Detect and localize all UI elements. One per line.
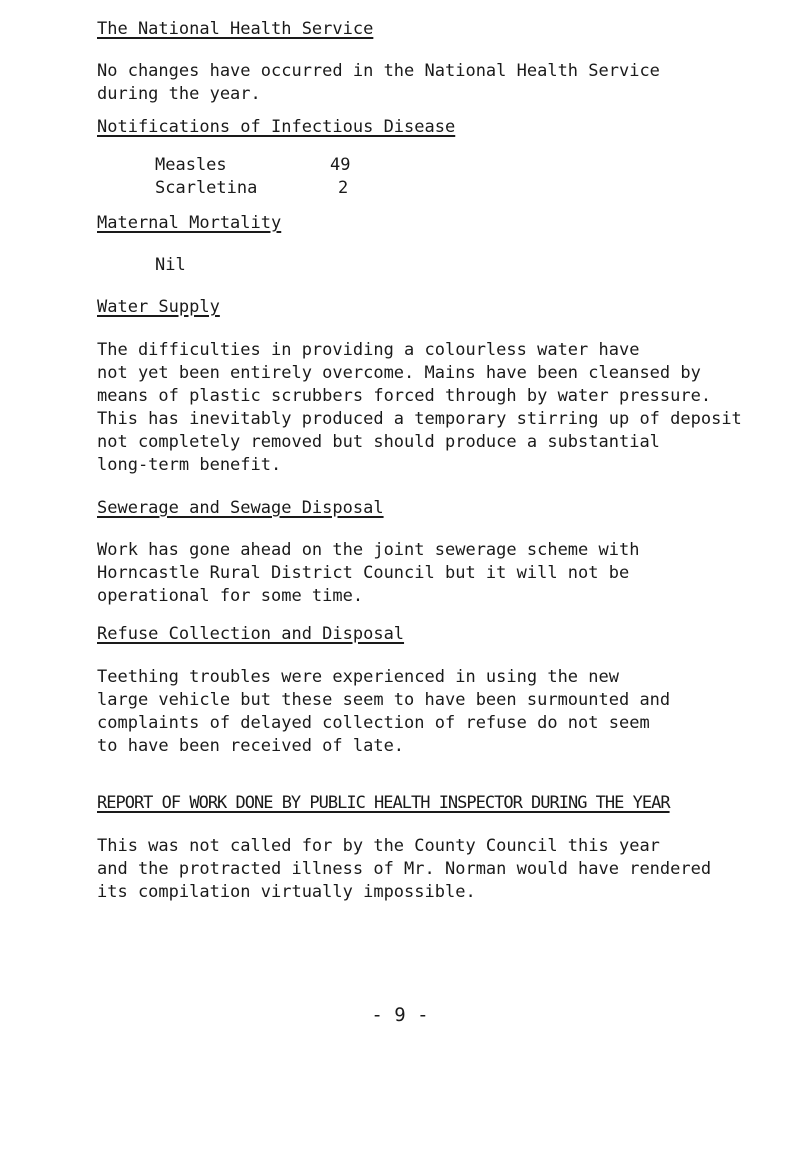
paragraph-report-of-work: This was not called for by the County Council this year and the protracted illness of Mr. Norman would have rendered its compilation virtually impossible. — [97, 836, 712, 902]
heading-national-health-service: The National Health Service — [97, 19, 374, 39]
heading-notifications: Notifications of Infectious Disease — [97, 117, 456, 137]
paragraph-sewerage: Work has gone ahead on the joint sewerage scheme with Horncastle Rural District Council but it will not be operational for some time. — [97, 540, 640, 606]
heading-water-supply: Water Supply — [97, 297, 220, 317]
page-number: - 9 - — [371, 1004, 429, 1026]
paragraph-refuse: Teething troubles were experienced in using the new large vehicle but these seem to have been surmounted and complaints of delayed collection of refuse do not seem to have been received of late. — [97, 667, 671, 756]
paragraph-national-health-service: No changes have occurred in the National Health Service during the year. — [97, 61, 660, 104]
heading-maternal-mortality: Maternal Mortality — [97, 213, 282, 233]
notification-row-measles — [155, 154, 378, 177]
maternal-mortality-value: Nil — [155, 255, 186, 275]
notifications-table — [155, 154, 378, 200]
disease-name: Measles — [155, 155, 227, 175]
heading-sewerage: Sewerage and Sewage Disposal — [97, 498, 384, 518]
heading-refuse: Refuse Collection and Disposal — [97, 624, 405, 644]
disease-count: 49 — [330, 155, 351, 175]
disease-name: Scarletina — [155, 178, 258, 198]
heading-report-of-work: REPORT OF WORK DONE BY PUBLIC HEALTH INSPECTOR DURING THE YEAR — [97, 793, 670, 813]
paragraph-water-supply: The difficulties in providing a colourless water have not yet been entirely overcome. Mains have been cleansed by means of plastic scrubbers forced through by water pressure. This has inevitably produced a temporary stirring up of deposit not completely removed but should produce a substantial long-term benefit. — [97, 340, 742, 475]
disease-count: 2 — [338, 178, 349, 198]
notification-row-scarletina — [155, 177, 378, 200]
